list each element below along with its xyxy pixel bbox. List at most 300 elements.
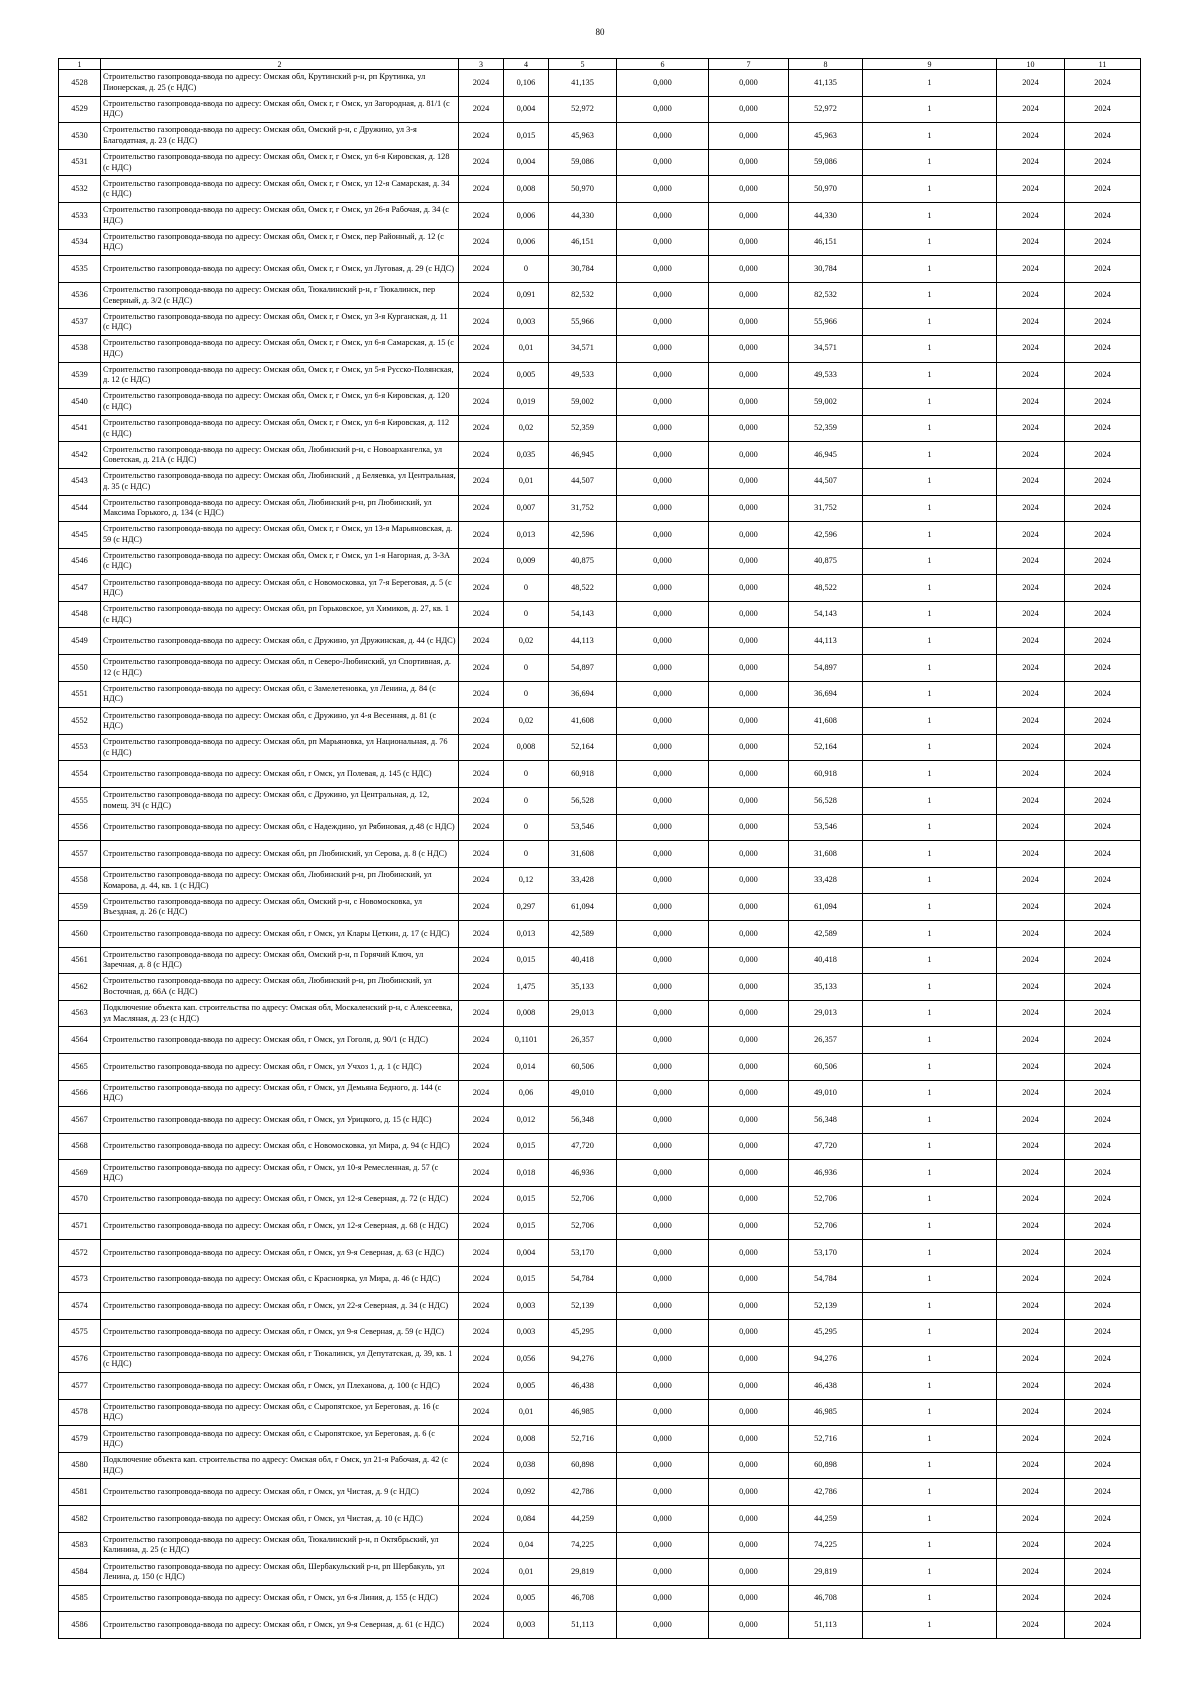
total-cost-cell: 46,945 xyxy=(549,442,617,469)
length-km-cell: 0,005 xyxy=(504,1585,549,1612)
length-km-cell: 0,006 xyxy=(504,229,549,256)
year-to-cell: 2024 xyxy=(1065,814,1141,841)
total-cost-cell: 59,086 xyxy=(549,149,617,176)
year-from-cell: 2024 xyxy=(997,681,1065,708)
cost-col-6-cell: 0,000 xyxy=(617,468,709,495)
row-number-cell: 4570 xyxy=(59,1186,101,1213)
cost-col-7-cell: 0,000 xyxy=(709,468,789,495)
year-to-cell: 2024 xyxy=(1065,974,1141,1001)
quantity-cell: 1 xyxy=(863,149,997,176)
total-cost-cell: 82,532 xyxy=(549,282,617,309)
table-row xyxy=(59,1373,1141,1400)
year-from-cell: 2024 xyxy=(997,548,1065,575)
cost-col-6-cell: 0,000 xyxy=(617,229,709,256)
length-km-cell: 0,035 xyxy=(504,442,549,469)
year-to-cell: 2024 xyxy=(1065,841,1141,868)
year-from-cell: 2024 xyxy=(997,1293,1065,1320)
cost-col-7-cell: 0,000 xyxy=(709,389,789,416)
cost-col-7-cell: 0,000 xyxy=(709,1452,789,1479)
year-from-cell: 2024 xyxy=(997,1612,1065,1639)
object-description-cell: Строительство газопровода-ввода по адресу: Омская обл, рп Любинский, ул Серова, д. 8 (с НДС) xyxy=(101,841,459,868)
row-number-cell: 4575 xyxy=(59,1319,101,1346)
cost-col-6-cell: 0,000 xyxy=(617,575,709,602)
year-to-cell: 2024 xyxy=(1065,256,1141,283)
year-start-cell: 2024 xyxy=(459,921,504,948)
total-cost-cell: 42,786 xyxy=(549,1479,617,1506)
total-cost-cell: 49,533 xyxy=(549,362,617,389)
quantity-cell: 1 xyxy=(863,814,997,841)
object-description-cell: Строительство газопровода-ввода по адресу: Омская обл, Омск г, г Омск, пер Районный, д. 12 (с НДС) xyxy=(101,229,459,256)
year-from-cell: 2024 xyxy=(997,841,1065,868)
year-to-cell: 2024 xyxy=(1065,1213,1141,1240)
cost-col-7-cell: 0,000 xyxy=(709,442,789,469)
quantity-cell: 1 xyxy=(863,1612,997,1639)
cost-col-6-cell: 0,000 xyxy=(617,1559,709,1586)
quantity-cell: 1 xyxy=(863,601,997,628)
year-start-cell: 2024 xyxy=(459,1080,504,1107)
cost-col-6-cell: 0,000 xyxy=(617,867,709,894)
cost-col-6-cell: 0,000 xyxy=(617,1585,709,1612)
cost-col-7-cell: 0,000 xyxy=(709,1266,789,1293)
column-header: 1 xyxy=(59,59,101,70)
length-km-cell: 0,04 xyxy=(504,1532,549,1559)
table-row xyxy=(59,442,1141,469)
length-km-cell: 0,003 xyxy=(504,1612,549,1639)
object-description-cell: Подключение объекта кап. строительства по адресу: Омская обл, г Омск, ул 21-я Рабочая, д. 42 (с НДС) xyxy=(101,1452,459,1479)
row-number-cell: 4534 xyxy=(59,229,101,256)
cost-col-8-cell: 52,359 xyxy=(789,415,863,442)
total-cost-cell: 51,113 xyxy=(549,1612,617,1639)
row-number-cell: 4531 xyxy=(59,149,101,176)
length-km-cell: 0,008 xyxy=(504,1000,549,1027)
year-start-cell: 2024 xyxy=(459,867,504,894)
year-to-cell: 2024 xyxy=(1065,921,1141,948)
cost-col-6-cell: 0,000 xyxy=(617,415,709,442)
row-number-cell: 4554 xyxy=(59,761,101,788)
column-header: 11 xyxy=(1065,59,1141,70)
year-from-cell: 2024 xyxy=(997,894,1065,921)
table-row xyxy=(59,1399,1141,1426)
cost-col-8-cell: 54,897 xyxy=(789,655,863,682)
table-row xyxy=(59,282,1141,309)
cost-col-6-cell: 0,000 xyxy=(617,894,709,921)
object-description-cell: Строительство газопровода-ввода по адресу: Омская обл, с Надеждино, ул Рябиновая, д.48 (с НДС) xyxy=(101,814,459,841)
total-cost-cell: 47,720 xyxy=(549,1133,617,1160)
investment-table xyxy=(58,58,1141,1639)
object-description-cell: Строительство газопровода-ввода по адресу: Омская обл, г Тюкалинск, ул Депутатская, д. 39, кв. 1 (с НДС) xyxy=(101,1346,459,1373)
year-start-cell: 2024 xyxy=(459,1000,504,1027)
year-to-cell: 2024 xyxy=(1065,335,1141,362)
cost-col-8-cell: 44,113 xyxy=(789,628,863,655)
cost-col-8-cell: 56,528 xyxy=(789,788,863,815)
cost-col-7-cell: 0,000 xyxy=(709,1346,789,1373)
cost-col-8-cell: 53,170 xyxy=(789,1240,863,1267)
table-row xyxy=(59,788,1141,815)
year-to-cell: 2024 xyxy=(1065,1160,1141,1187)
table-row xyxy=(59,1133,1141,1160)
row-number-cell: 4555 xyxy=(59,788,101,815)
year-to-cell: 2024 xyxy=(1065,522,1141,549)
total-cost-cell: 42,589 xyxy=(549,921,617,948)
year-start-cell: 2024 xyxy=(459,176,504,203)
length-km-cell: 0,018 xyxy=(504,1160,549,1187)
length-km-cell: 0 xyxy=(504,256,549,283)
length-km-cell: 0 xyxy=(504,601,549,628)
object-description-cell: Строительство газопровода-ввода по адресу: Омская обл, с Красноярка, ул Мира, д. 46 (с НДС) xyxy=(101,1266,459,1293)
year-from-cell: 2024 xyxy=(997,282,1065,309)
year-from-cell: 2024 xyxy=(997,1240,1065,1267)
length-km-cell: 0,091 xyxy=(504,282,549,309)
cost-col-8-cell: 46,985 xyxy=(789,1399,863,1426)
object-description-cell: Строительство газопровода-ввода по адресу: Омская обл, рп Марьяновка, ул Национальная, д. 76 (с НДС) xyxy=(101,734,459,761)
row-number-cell: 4552 xyxy=(59,708,101,735)
cost-col-7-cell: 0,000 xyxy=(709,256,789,283)
year-from-cell: 2024 xyxy=(997,734,1065,761)
cost-col-6-cell: 0,000 xyxy=(617,309,709,336)
row-number-cell: 4567 xyxy=(59,1107,101,1134)
quantity-cell: 1 xyxy=(863,1479,997,1506)
table-row xyxy=(59,921,1141,948)
row-number-cell: 4532 xyxy=(59,176,101,203)
cost-col-6-cell: 0,000 xyxy=(617,974,709,1001)
year-start-cell: 2024 xyxy=(459,1532,504,1559)
total-cost-cell: 41,135 xyxy=(549,70,617,97)
total-cost-cell: 46,936 xyxy=(549,1160,617,1187)
total-cost-cell: 31,752 xyxy=(549,495,617,522)
year-from-cell: 2024 xyxy=(997,123,1065,150)
cost-col-6-cell: 0,000 xyxy=(617,495,709,522)
cost-col-8-cell: 55,966 xyxy=(789,309,863,336)
object-description-cell: Строительство газопровода-ввода по адресу: Омская обл, г Омск, ул 9-я Северная, д. 63 (с НДС) xyxy=(101,1240,459,1267)
object-description-cell: Строительство газопровода-ввода по адресу: Омская обл, г Омск, ул 12-я Северная, д. 72 (с НДС) xyxy=(101,1186,459,1213)
length-km-cell: 0,056 xyxy=(504,1346,549,1373)
cost-col-7-cell: 0,000 xyxy=(709,309,789,336)
total-cost-cell: 59,002 xyxy=(549,389,617,416)
year-start-cell: 2024 xyxy=(459,1266,504,1293)
quantity-cell: 1 xyxy=(863,1532,997,1559)
row-number-cell: 4581 xyxy=(59,1479,101,1506)
cost-col-6-cell: 0,000 xyxy=(617,1053,709,1080)
year-to-cell: 2024 xyxy=(1065,1346,1141,1373)
object-description-cell: Строительство газопровода-ввода по адресу: Омская обл, г Омск, ул 6-я Линия, д. 155 (с НДС) xyxy=(101,1585,459,1612)
year-to-cell: 2024 xyxy=(1065,1373,1141,1400)
row-number-cell: 4569 xyxy=(59,1160,101,1187)
column-header: 5 xyxy=(549,59,617,70)
cost-col-8-cell: 54,143 xyxy=(789,601,863,628)
year-from-cell: 2024 xyxy=(997,1452,1065,1479)
row-number-cell: 4577 xyxy=(59,1373,101,1400)
cost-col-8-cell: 60,918 xyxy=(789,761,863,788)
cost-col-7-cell: 0,000 xyxy=(709,1107,789,1134)
table-row xyxy=(59,522,1141,549)
table-row xyxy=(59,1107,1141,1134)
object-description-cell: Строительство газопровода-ввода по адресу: Омская обл, Шербакульский р-н, рп Шербакуль, ул Ленина, д. 150 (с НДС) xyxy=(101,1559,459,1586)
row-number-cell: 4530 xyxy=(59,123,101,150)
cost-col-8-cell: 42,589 xyxy=(789,921,863,948)
row-number-cell: 4548 xyxy=(59,601,101,628)
quantity-cell: 1 xyxy=(863,761,997,788)
object-description-cell: Строительство газопровода-ввода по адресу: Омская обл, г Омск, ул Демьяна Бедного, д. 144 (с НДС) xyxy=(101,1080,459,1107)
total-cost-cell: 29,819 xyxy=(549,1559,617,1586)
row-number-cell: 4545 xyxy=(59,522,101,549)
object-description-cell: Строительство газопровода-ввода по адресу: Омская обл, Омск г, г Омск, ул Загородная, д. 81/1 (с НДС) xyxy=(101,96,459,123)
object-description-cell: Строительство газопровода-ввода по адресу: Омская обл, Омск г, г Омск, ул 12-я Самарская, д. 34 (с НДС) xyxy=(101,176,459,203)
cost-col-6-cell: 0,000 xyxy=(617,442,709,469)
total-cost-cell: 46,708 xyxy=(549,1585,617,1612)
length-km-cell: 0,015 xyxy=(504,1186,549,1213)
cost-col-7-cell: 0,000 xyxy=(709,1080,789,1107)
year-start-cell: 2024 xyxy=(459,1186,504,1213)
year-to-cell: 2024 xyxy=(1065,1080,1141,1107)
table-row xyxy=(59,655,1141,682)
total-cost-cell: 33,428 xyxy=(549,867,617,894)
cost-col-7-cell: 0,000 xyxy=(709,362,789,389)
row-number-cell: 4559 xyxy=(59,894,101,921)
total-cost-cell: 52,716 xyxy=(549,1426,617,1453)
cost-col-7-cell: 0,000 xyxy=(709,601,789,628)
year-start-cell: 2024 xyxy=(459,1612,504,1639)
cost-col-7-cell: 0,000 xyxy=(709,1213,789,1240)
cost-col-7-cell: 0,000 xyxy=(709,1506,789,1533)
total-cost-cell: 54,784 xyxy=(549,1266,617,1293)
year-from-cell: 2024 xyxy=(997,628,1065,655)
length-km-cell: 0,015 xyxy=(504,1133,549,1160)
length-km-cell: 0,02 xyxy=(504,628,549,655)
total-cost-cell: 35,133 xyxy=(549,974,617,1001)
year-start-cell: 2024 xyxy=(459,1585,504,1612)
quantity-cell: 1 xyxy=(863,974,997,1001)
cost-col-7-cell: 0,000 xyxy=(709,788,789,815)
cost-col-8-cell: 52,972 xyxy=(789,96,863,123)
quantity-cell: 1 xyxy=(863,309,997,336)
table-row xyxy=(59,628,1141,655)
quantity-cell: 1 xyxy=(863,1266,997,1293)
year-from-cell: 2024 xyxy=(997,1080,1065,1107)
year-start-cell: 2024 xyxy=(459,575,504,602)
length-km-cell: 0 xyxy=(504,761,549,788)
row-number-cell: 4573 xyxy=(59,1266,101,1293)
year-from-cell: 2024 xyxy=(997,1133,1065,1160)
table-header-row xyxy=(59,59,1141,70)
table-row xyxy=(59,1479,1141,1506)
year-start-cell: 2024 xyxy=(459,1479,504,1506)
cost-col-6-cell: 0,000 xyxy=(617,335,709,362)
cost-col-8-cell: 26,357 xyxy=(789,1027,863,1054)
total-cost-cell: 46,151 xyxy=(549,229,617,256)
row-number-cell: 4565 xyxy=(59,1053,101,1080)
length-km-cell: 0,006 xyxy=(504,202,549,229)
cost-col-6-cell: 0,000 xyxy=(617,1160,709,1187)
cost-col-8-cell: 52,716 xyxy=(789,1426,863,1453)
year-start-cell: 2024 xyxy=(459,814,504,841)
cost-col-6-cell: 0,000 xyxy=(617,1080,709,1107)
table-row xyxy=(59,389,1141,416)
length-km-cell: 0,019 xyxy=(504,389,549,416)
total-cost-cell: 40,875 xyxy=(549,548,617,575)
year-from-cell: 2024 xyxy=(997,362,1065,389)
year-from-cell: 2024 xyxy=(997,1186,1065,1213)
year-start-cell: 2024 xyxy=(459,1053,504,1080)
cost-col-8-cell: 49,533 xyxy=(789,362,863,389)
year-start-cell: 2024 xyxy=(459,1107,504,1134)
year-from-cell: 2024 xyxy=(997,1000,1065,1027)
length-km-cell: 0,01 xyxy=(504,1559,549,1586)
year-to-cell: 2024 xyxy=(1065,1479,1141,1506)
quantity-cell: 1 xyxy=(863,256,997,283)
row-number-cell: 4541 xyxy=(59,415,101,442)
total-cost-cell: 36,694 xyxy=(549,681,617,708)
quantity-cell: 1 xyxy=(863,1346,997,1373)
cost-col-6-cell: 0,000 xyxy=(617,921,709,948)
cost-col-7-cell: 0,000 xyxy=(709,1585,789,1612)
row-number-cell: 4544 xyxy=(59,495,101,522)
object-description-cell: Строительство газопровода-ввода по адресу: Омская обл, г Омск, ул Гоголя, д. 90/1 (с НДС) xyxy=(101,1027,459,1054)
length-km-cell: 0,06 xyxy=(504,1080,549,1107)
year-to-cell: 2024 xyxy=(1065,1240,1141,1267)
cost-col-8-cell: 31,608 xyxy=(789,841,863,868)
cost-col-6-cell: 0,000 xyxy=(617,1479,709,1506)
total-cost-cell: 61,094 xyxy=(549,894,617,921)
quantity-cell: 1 xyxy=(863,1240,997,1267)
year-from-cell: 2024 xyxy=(997,708,1065,735)
object-description-cell: Строительство газопровода-ввода по адресу: Омская обл, Омск г, г Омск, ул 1-я Нагорная, д. 3-3А (с НДС) xyxy=(101,548,459,575)
object-description-cell: Строительство газопровода-ввода по адресу: Омская обл, г Омск, ул Учхоз 1, д. 1 (с НДС) xyxy=(101,1053,459,1080)
year-to-cell: 2024 xyxy=(1065,628,1141,655)
table-row xyxy=(59,256,1141,283)
cost-col-8-cell: 94,276 xyxy=(789,1346,863,1373)
quantity-cell: 1 xyxy=(863,1000,997,1027)
total-cost-cell: 54,143 xyxy=(549,601,617,628)
row-number-cell: 4528 xyxy=(59,70,101,97)
column-header: 10 xyxy=(997,59,1065,70)
year-start-cell: 2024 xyxy=(459,841,504,868)
year-start-cell: 2024 xyxy=(459,415,504,442)
object-description-cell: Строительство газопровода-ввода по адресу: Омская обл, г Омск, ул 10-я Ремесленная, д. 57 (с НДС) xyxy=(101,1160,459,1187)
cost-col-8-cell: 29,819 xyxy=(789,1559,863,1586)
cost-col-6-cell: 0,000 xyxy=(617,841,709,868)
year-start-cell: 2024 xyxy=(459,522,504,549)
length-km-cell: 0,106 xyxy=(504,70,549,97)
year-start-cell: 2024 xyxy=(459,548,504,575)
cost-col-8-cell: 49,010 xyxy=(789,1080,863,1107)
length-km-cell: 0,007 xyxy=(504,495,549,522)
year-start-cell: 2024 xyxy=(459,309,504,336)
year-from-cell: 2024 xyxy=(997,1506,1065,1533)
table-row xyxy=(59,495,1141,522)
row-number-cell: 4558 xyxy=(59,867,101,894)
cost-col-6-cell: 0,000 xyxy=(617,1293,709,1320)
year-to-cell: 2024 xyxy=(1065,442,1141,469)
cost-col-6-cell: 0,000 xyxy=(617,1133,709,1160)
object-description-cell: Строительство газопровода-ввода по адресу: Омская обл, г Омск, ул Полевая, д. 145 (с НДС) xyxy=(101,761,459,788)
length-km-cell: 0,012 xyxy=(504,1107,549,1134)
year-from-cell: 2024 xyxy=(997,655,1065,682)
cost-col-6-cell: 0,000 xyxy=(617,947,709,974)
object-description-cell: Строительство газопровода-ввода по адресу: Омская обл, Омск г, г Омск, ул 26-я Рабочая, д. 34 (с НДС) xyxy=(101,202,459,229)
table-row xyxy=(59,362,1141,389)
cost-col-7-cell: 0,000 xyxy=(709,655,789,682)
row-number-cell: 4576 xyxy=(59,1346,101,1373)
quantity-cell: 1 xyxy=(863,1585,997,1612)
quantity-cell: 1 xyxy=(863,70,997,97)
cost-col-6-cell: 0,000 xyxy=(617,1506,709,1533)
quantity-cell: 1 xyxy=(863,548,997,575)
table-row xyxy=(59,1080,1141,1107)
length-km-cell: 0,01 xyxy=(504,468,549,495)
year-to-cell: 2024 xyxy=(1065,1506,1141,1533)
year-start-cell: 2024 xyxy=(459,1160,504,1187)
cost-col-7-cell: 0,000 xyxy=(709,947,789,974)
year-to-cell: 2024 xyxy=(1065,1133,1141,1160)
table-row xyxy=(59,1160,1141,1187)
total-cost-cell: 44,259 xyxy=(549,1506,617,1533)
year-to-cell: 2024 xyxy=(1065,362,1141,389)
year-start-cell: 2024 xyxy=(459,229,504,256)
cost-col-7-cell: 0,000 xyxy=(709,1319,789,1346)
quantity-cell: 1 xyxy=(863,681,997,708)
table-row xyxy=(59,1053,1141,1080)
quantity-cell: 1 xyxy=(863,1107,997,1134)
total-cost-cell: 52,972 xyxy=(549,96,617,123)
year-start-cell: 2024 xyxy=(459,734,504,761)
object-description-cell: Строительство газопровода-ввода по адресу: Омская обл, г Омск, ул 12-я Северная, д. 68 (с НДС) xyxy=(101,1213,459,1240)
table-row xyxy=(59,96,1141,123)
cost-col-7-cell: 0,000 xyxy=(709,149,789,176)
length-km-cell: 0 xyxy=(504,655,549,682)
table-row xyxy=(59,867,1141,894)
quantity-cell: 1 xyxy=(863,1186,997,1213)
cost-col-8-cell: 46,708 xyxy=(789,1585,863,1612)
cost-col-6-cell: 0,000 xyxy=(617,1186,709,1213)
year-to-cell: 2024 xyxy=(1065,1452,1141,1479)
year-start-cell: 2024 xyxy=(459,335,504,362)
row-number-cell: 4568 xyxy=(59,1133,101,1160)
row-number-cell: 4553 xyxy=(59,734,101,761)
year-from-cell: 2024 xyxy=(997,309,1065,336)
object-description-cell: Строительство газопровода-ввода по адресу: Омская обл, г Омск, ул Чистая, д. 9 (с НДС) xyxy=(101,1479,459,1506)
year-from-cell: 2024 xyxy=(997,442,1065,469)
year-to-cell: 2024 xyxy=(1065,149,1141,176)
year-to-cell: 2024 xyxy=(1065,282,1141,309)
year-from-cell: 2024 xyxy=(997,335,1065,362)
table-row xyxy=(59,894,1141,921)
year-to-cell: 2024 xyxy=(1065,1107,1141,1134)
object-description-cell: Строительство газопровода-ввода по адресу: Омская обл, Омск г, г Омск, ул 6-я Кировская, д. 120 (с НДС) xyxy=(101,389,459,416)
year-to-cell: 2024 xyxy=(1065,1027,1141,1054)
year-start-cell: 2024 xyxy=(459,1346,504,1373)
cost-col-7-cell: 0,000 xyxy=(709,921,789,948)
year-from-cell: 2024 xyxy=(997,1585,1065,1612)
object-description-cell: Строительство газопровода-ввода по адресу: Омская обл, рп Горьковское, ул Химиков, д. 27, кв. 1 (с НДС) xyxy=(101,601,459,628)
length-km-cell: 0,084 xyxy=(504,1506,549,1533)
length-km-cell: 0,004 xyxy=(504,96,549,123)
cost-col-6-cell: 0,000 xyxy=(617,522,709,549)
year-from-cell: 2024 xyxy=(997,96,1065,123)
year-to-cell: 2024 xyxy=(1065,1559,1141,1586)
quantity-cell: 1 xyxy=(863,1399,997,1426)
cost-col-6-cell: 0,000 xyxy=(617,681,709,708)
length-km-cell: 0,008 xyxy=(504,734,549,761)
year-from-cell: 2024 xyxy=(997,921,1065,948)
year-to-cell: 2024 xyxy=(1065,1000,1141,1027)
cost-col-8-cell: 52,706 xyxy=(789,1186,863,1213)
table-row xyxy=(59,575,1141,602)
total-cost-cell: 55,966 xyxy=(549,309,617,336)
cost-col-7-cell: 0,000 xyxy=(709,1426,789,1453)
row-number-cell: 4535 xyxy=(59,256,101,283)
row-number-cell: 4584 xyxy=(59,1559,101,1586)
table-row xyxy=(59,841,1141,868)
